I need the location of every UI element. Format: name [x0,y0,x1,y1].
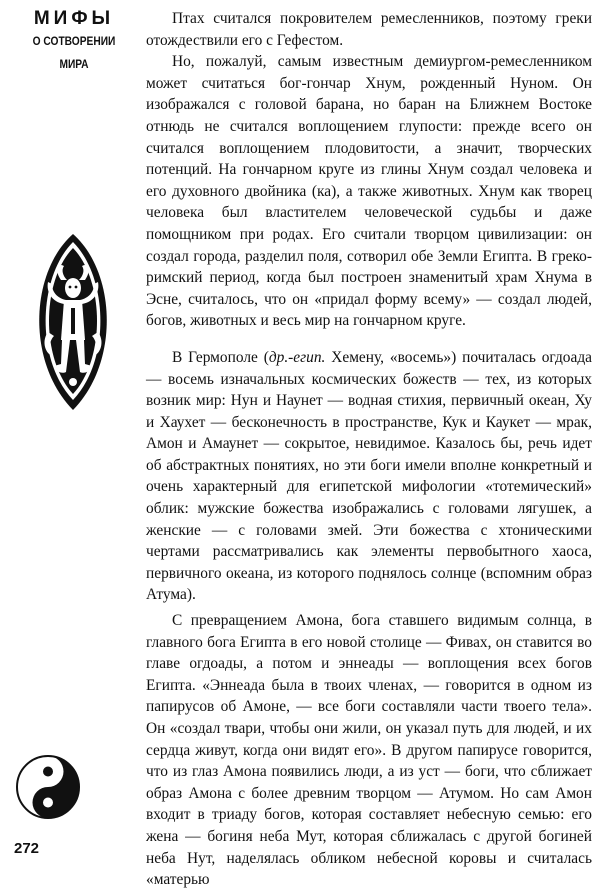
section-subtitle-line2: МИРА [59,57,89,71]
page-number: 272 [14,840,40,857]
yin-yang-icon [16,755,80,819]
paragraph: Но, пожалуй, самым известным демиургом-ремесленником может считаться бог-гончар Хнум, рожденный Нуном. Он изображался с головой барана, но баран на Ближнем Востоке отнюдь не считался воплощением глупости: прежде всего он считался воплощением плодовитости, а значит, творческих потенций. На гончарном круге из глины Хнум создал человека и его духовного двойника (ка), а также животных. Хнум как творец человека был властителем человеческой судьбы и даже помощником при родах. Его считали творцом цивилизации: он создал города, разделил поля, сотворил обе Земли Египта. В греко-римский период, когда был построен знаменитый храм Хнума в Эсне, считалось, что он «придал форму всему» — создал людей, богов, животных и весь мир на гончарном круге. [146,53,592,330]
running-header [8,8,140,76]
paragraph [146,347,592,606]
abbreviation-italic: др.-егип. [268,348,326,366]
section-title: МИФЫ [33,8,115,29]
paragraph-text: В Гермополе ( [172,348,269,366]
body-text [146,8,592,891]
section-subtitle-line1: О СОТВОРЕНИИ [32,34,116,48]
paragraph-text: Хемену, «восемь») почиталась огдоада — восемь изначальных космических божеств — тех, из которых возник мир: Нун и Наунет — водная стихия, первичный океан, Ху и Хаухет — бесконечность в пространстве, Кук и Каукет — мрак, Амон и Амаунет — сокрытое, невидимое. Казалось бы, речь идет об абстрактных понятиях, но эти боги имели вполне конкретный и очень характерный для египетской мифологии «тотемический» облик: мужские божества изображались с головами лягушек, а женские — с головами змей. Эти божества с хтоническими чертами рассматривались как элементы первобытного хаоса, первичного океана, из которого поднялось солнце (вспомним образ Атума). [146,348,593,604]
egyptian-deity-ornament-icon [28,232,118,412]
paragraph: Птах считался покровителем ремесленников, поэтому греки отождествили его с Гефестом. [146,10,592,49]
paragraph: С превращением Амона, бога ставшего видимым солнца, в главного бога Египта в его новой столице — Фивах, он ставится во главе огдоады, а потом и эннеады — воплощения всех богов Египта. «Эннеада была в твоих членах, — говорится в одном из папирусов об Амоне, — все боги составляли части твоего тела». Он «создал твари, чтобы они жили, он указал путь для людей, и их сердца живут, когда они видят его». В другом папирусе говорится, что из глаз Амона появились люди, а из уст — боги, что сближает образ Амона с более древним творцом — Атумом. Но сам Амон входит в триаду богов, которая составляет небесную семью: его жена — богиня неба Мут, которая сближалась с другой богиней неба Нут, наделялась обликом небесной коровы и считалась «матерью [146,612,592,889]
